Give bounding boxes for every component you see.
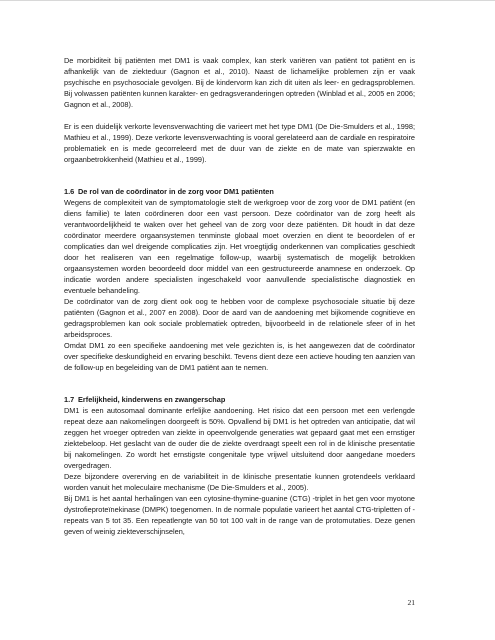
paragraph-spacer	[64, 111, 415, 122]
paragraph-ctg-repeat: Bij DM1 is het aantal herhalingen van een cytosine-thymine-guanine (CTG) -triplet in het gen voor myotone dystrofieproteïnekinase (DMPK) toegenomen. In de normale populatie varieert het aantal CTG-tripletten of -repeats van 5 tot 35. Een repeatlengte van 50 tot 100 valt in de range van de protomutaties. Deze genen geven of weinig ziekteverschijnselen,	[64, 494, 415, 536]
section-title: De rol van de coördinator in de zorg voor DM1 patiënten	[78, 187, 274, 197]
page-number: 21	[407, 598, 415, 607]
section-number: 1.7	[64, 395, 75, 405]
section-spacer	[64, 165, 415, 187]
paragraph-coordinator-role: Wegens de complexiteit van de symptomatologie stelt de werkgroep voor de zorg voor de DM1 patiënt (en diens familie) te laten coördineren door een vast persoon. Deze coördinator van de zorg heeft als verantwoordelijkheid te waken over het geheel van de zorg voor deze patiënten. Dit houdt in dat deze coördinator meerdere orgaansystemen tenminste globaal moet overzien en dient te beoordelen of er complicaties dan wel dreigende complicaties zijn. Het vroegtijdig onderkennen van complicaties geschiedt door het realiseren van een regelmatige follow-up, waarbij systematisch de mogelijk betrokken orgaansystemen worden beoordeeld door middel van een gestructureerde anamnese en onderzoek. Op indicatie worden andere specialisten ingeschakeld voor aanvullende specialistische diagnostiek en eventuele behandeling.	[64, 198, 415, 295]
paragraph-morbidity: De morbiditeit bij patiënten met DM1 is vaak complex, kan sterk variëren van patiënt tot patiënt en is afhankelijk van de ziekteduur (Gagnon et al., 2010). Naast de lichamelijke problemen zijn er vaak psychische en psychosociale gevolgen. Bij de kindervorm kan zich dit uiten als leer- en gedragsproblemen. Bij volwassen patiënten kunnen karakter- en gedragsveranderingen optreden (Winblad et al., 2005 en 2006; Gagnon et al., 2008).	[64, 56, 415, 109]
paragraph-inheritance: DM1 is een autosomaal dominante erfelijke aandoening. Het risico dat een persoon met een verlengde repeat deze aan nakomelingen doorgeeft is 50%. Opvallend bij DM1 is het optreden van anticipatie, dat wil zeggen het vroeger optreden van ziekte in opeenvolgende generaties wat gepaard gaat met een ernstiger ziektebeloop. Het geslacht van de ouder die de ziekte overdraagt speelt een rol in de klinische presentatie bij nakomelingen. Zo wordt het ernstigste congenitale type vrijwel uitsluitend door aangedane moeders overgedragen.	[64, 406, 415, 471]
section-heading-1-6	[64, 187, 415, 198]
section-heading-1-7	[64, 395, 415, 406]
paragraph-expertise: Omdat DM1 zo een specifieke aandoening met vele gezichten is, is het aangewezen dat de coördinator over specifieke deskundigheid en ervaring beschikt. Tevens dient deze een actieve houding ten aanzien van de follow-up en begeleiding van de DM1 patiënt aan te nemen.	[64, 340, 415, 372]
page-body	[64, 56, 415, 538]
paragraph-life-expectancy: Er is een duidelijk verkorte levensverwachting die varieert met het type DM1 (De Die-Smulders et al., 1998; Mathieu et al., 1999). Deze verkorte levensverwachting is vooral gerelateerd aan de cardiale en respiratoire problematiek en is mede gecorreleerd met de duur van de ziekte en de mate van spierzwakte en orgaanbetrokkenheid (Mathieu et al., 1999).	[64, 121, 415, 164]
paragraph-psychosocial: De coördinator van de zorg dient ook oog te hebben voor de complexe psychosociale situatie bij deze patiënten (Gagnon et al., 2007 en 2008). Door de aard van de aandoening met bijkomende cognitieve en gedragsproblemen kan ook sociale problematiek optreden, bijvoorbeeld in de relationele sfeer of in het arbeidsproces.	[64, 296, 415, 339]
paragraph-variability: Deze bijzondere overerving en de variabiliteit in de klinische presentatie kunnen grotendeels verklaard worden vanuit het moleculaire mechanisme (De Die-Smulders et al., 2005).	[64, 472, 415, 493]
section-title: Erfelijkheid, kinderwens en zwangerschap	[78, 395, 226, 405]
section-number: 1.6	[64, 187, 75, 197]
section-spacer	[64, 374, 415, 396]
